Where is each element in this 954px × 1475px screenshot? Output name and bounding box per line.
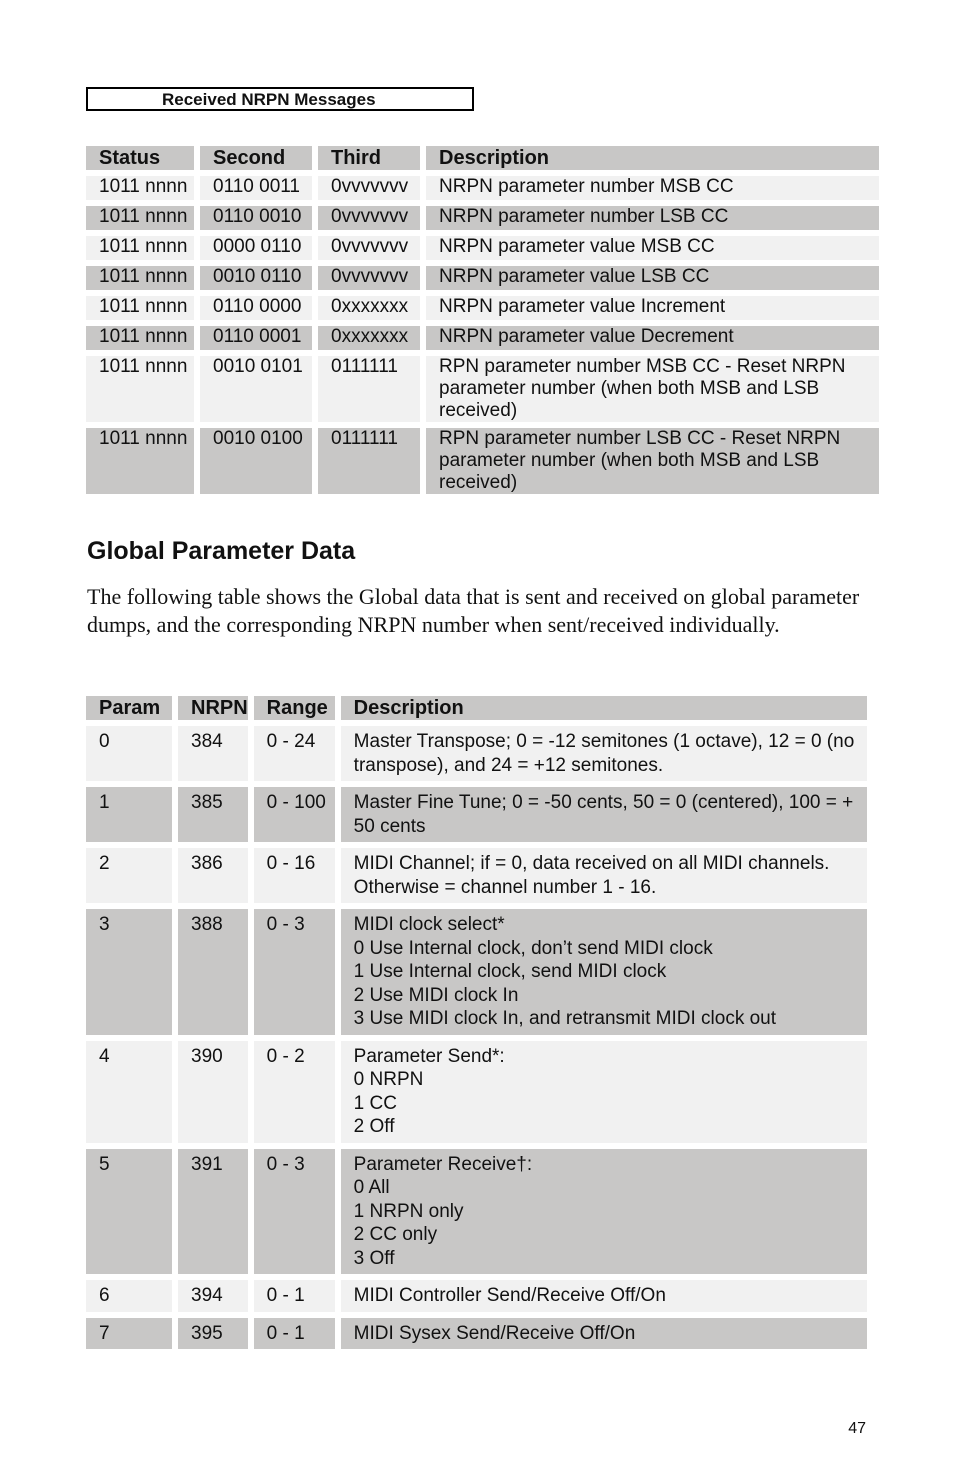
table-row <box>86 266 879 290</box>
nrpn-cell: 391 <box>178 1149 248 1275</box>
status-cell: 1011 nnnn <box>86 428 194 494</box>
description-cell: Parameter Send*: 0 NRPN 1 CC 2 Off <box>341 1041 867 1143</box>
table-row <box>86 356 879 422</box>
table-row <box>86 909 867 1035</box>
third-cell: 0xxxxxxx <box>318 296 420 320</box>
nrpn-cell: 385 <box>178 787 248 842</box>
intro-paragraph: The following table shows the Global data that is sent and received on global parameter dumps, and the corresponding NRPN number when sent/received individually. <box>87 584 860 637</box>
param-cell: 0 <box>86 726 172 781</box>
third-cell: 0111111 <box>318 356 420 422</box>
param-cell: 7 <box>86 1318 172 1350</box>
column-header: Range <box>254 696 335 720</box>
nrpn-cell: 386 <box>178 848 248 903</box>
column-header: Status <box>86 146 194 170</box>
range-cell: 0 - 1 <box>254 1280 335 1312</box>
table-row <box>86 206 879 230</box>
table-row <box>86 326 879 350</box>
table-header-row <box>86 696 867 720</box>
range-cell: 0 - 100 <box>254 787 335 842</box>
table-row <box>86 1280 867 1312</box>
description-cell: NRPN parameter value MSB CC <box>426 236 879 260</box>
description-cell: NRPN parameter value LSB CC <box>426 266 879 290</box>
column-header: Second <box>200 146 312 170</box>
second-cell: 0010 0101 <box>200 356 312 422</box>
status-cell: 1011 nnnn <box>86 296 194 320</box>
param-cell: 4 <box>86 1041 172 1143</box>
third-cell: 0vvvvvvv <box>318 266 420 290</box>
description-cell: NRPN parameter value Increment <box>426 296 879 320</box>
table-row <box>86 428 879 494</box>
description-cell: RPN parameter number LSB CC - Reset NRPN parameter number (when both MSB and LSB received) <box>426 428 879 494</box>
third-cell: 0111111 <box>318 428 420 494</box>
global-parameter-table <box>80 690 873 1355</box>
column-header: NRPN <box>178 696 248 720</box>
third-cell: 0vvvvvvv <box>318 206 420 230</box>
range-cell: 0 - 3 <box>254 1149 335 1275</box>
column-header: Description <box>341 696 867 720</box>
nrpn-cell: 384 <box>178 726 248 781</box>
description-cell: MIDI Sysex Send/Receive Off/On <box>341 1318 867 1350</box>
table-row <box>86 787 867 842</box>
column-header: Third <box>318 146 420 170</box>
second-cell: 0110 0011 <box>200 176 312 200</box>
page-number: 47 <box>848 1420 866 1437</box>
table-row <box>86 1318 867 1350</box>
second-cell: 0000 0110 <box>200 236 312 260</box>
second-cell: 0110 0000 <box>200 296 312 320</box>
description-cell: MIDI Channel; if = 0, data received on all MIDI channels. Otherwise = channel number 1 - 16. <box>341 848 867 903</box>
range-cell: 0 - 16 <box>254 848 335 903</box>
table-row <box>86 726 867 781</box>
param-cell: 2 <box>86 848 172 903</box>
nrpn-cell: 388 <box>178 909 248 1035</box>
range-cell: 0 - 24 <box>254 726 335 781</box>
param-cell: 3 <box>86 909 172 1035</box>
description-cell: NRPN parameter number LSB CC <box>426 206 879 230</box>
status-cell: 1011 nnnn <box>86 236 194 260</box>
description-cell: Master Transpose; 0 = -12 semitones (1 octave), 12 = 0 (no transpose), and 24 = +12 semitones. <box>341 726 867 781</box>
nrpn-cell: 394 <box>178 1280 248 1312</box>
nrpn-cell: 395 <box>178 1318 248 1350</box>
status-cell: 1011 nnnn <box>86 356 194 422</box>
table-row <box>86 848 867 903</box>
description-cell: MIDI clock select* 0 Use Internal clock, don’t send MIDI clock 1 Use Internal clock, send MIDI clock 2 Use MIDI clock In 3 Use MIDI clock In, and retransmit MIDI clock out <box>341 909 867 1035</box>
section-heading: Global Parameter Data <box>87 537 356 565</box>
status-cell: 1011 nnnn <box>86 176 194 200</box>
column-header: Param <box>86 696 172 720</box>
column-header: Description <box>426 146 879 170</box>
table-header-row <box>86 146 879 170</box>
status-cell: 1011 nnnn <box>86 326 194 350</box>
range-cell: 0 - 2 <box>254 1041 335 1143</box>
table-row <box>86 1149 867 1275</box>
description-cell: Master Fine Tune; 0 = -50 cents, 50 = 0 (centered), 100 = + 50 cents <box>341 787 867 842</box>
param-cell: 1 <box>86 787 172 842</box>
description-cell: RPN parameter number MSB CC - Reset NRPN parameter number (when both MSB and LSB received) <box>426 356 879 422</box>
param-cell: 5 <box>86 1149 172 1275</box>
third-cell: 0xxxxxxx <box>318 326 420 350</box>
nrpn-cell: 390 <box>178 1041 248 1143</box>
table-row <box>86 176 879 200</box>
status-cell: 1011 nnnn <box>86 266 194 290</box>
range-cell: 0 - 1 <box>254 1318 335 1350</box>
range-cell: 0 - 3 <box>254 909 335 1035</box>
second-cell: 0010 0100 <box>200 428 312 494</box>
table-row <box>86 1041 867 1143</box>
second-cell: 0110 0010 <box>200 206 312 230</box>
table-row <box>86 296 879 320</box>
third-cell: 0vvvvvvv <box>318 236 420 260</box>
table-row <box>86 236 879 260</box>
status-cell: 1011 nnnn <box>86 206 194 230</box>
description-cell: NRPN parameter value Decrement <box>426 326 879 350</box>
description-cell: MIDI Controller Send/Receive Off/On <box>341 1280 867 1312</box>
nrpn-table-title: Received NRPN Messages <box>86 87 474 111</box>
third-cell: 0vvvvvvv <box>318 176 420 200</box>
description-cell: Parameter Receive†: 0 All 1 NRPN only 2 CC only 3 Off <box>341 1149 867 1275</box>
param-cell: 6 <box>86 1280 172 1312</box>
second-cell: 0110 0001 <box>200 326 312 350</box>
nrpn-messages-table <box>80 140 885 500</box>
description-cell: NRPN parameter number MSB CC <box>426 176 879 200</box>
second-cell: 0010 0110 <box>200 266 312 290</box>
